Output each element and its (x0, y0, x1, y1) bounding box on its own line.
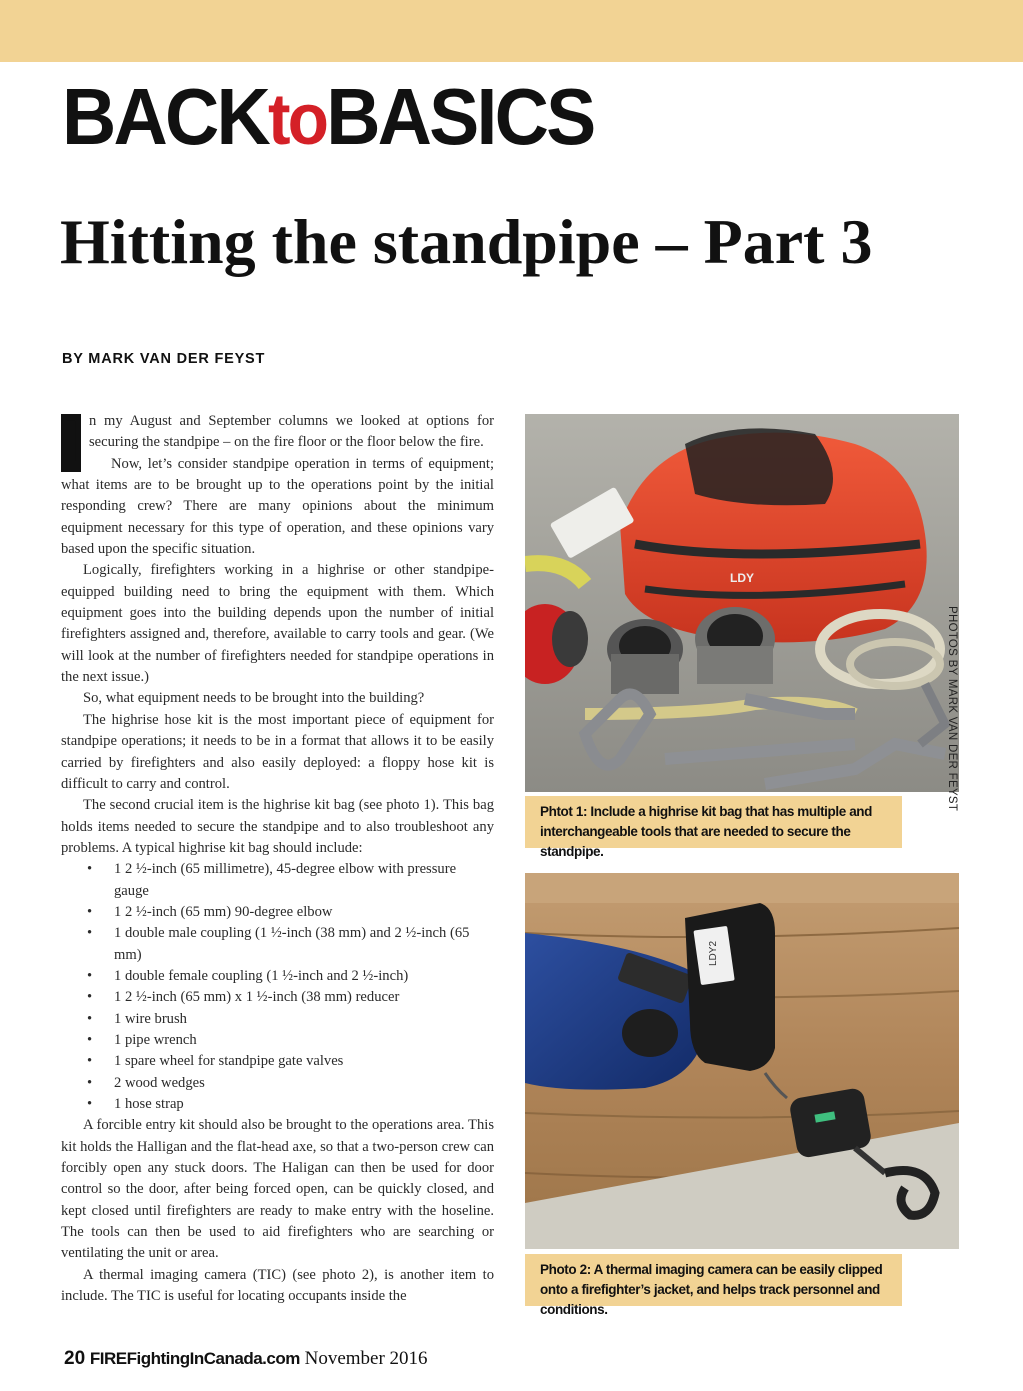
list-item: • 1 double female coupling (1 ½-inch and 2 ½-inch) (61, 966, 494, 987)
bag-tag-text: LDY (730, 571, 754, 585)
logo-back: BACK (62, 72, 268, 161)
photo-thermal-camera (525, 873, 959, 1249)
page-number: 20 (64, 1348, 86, 1369)
camera-label-text: LDY2 (708, 940, 719, 966)
list-item: • 1 double male coupling (1 ½-inch (38 mm) and 2 ½-inch (65 mm) (61, 923, 494, 966)
paragraph: Logically, firefighters working in a highrise or other standpipe-equipped building need to bring the equipment with them. Which equipment goes into the building depends upon the number of initial firefighters assigned and, therefore, available to carry tools and gear. (We will look at the number of firefighters needed for standpipe operations in the next issue.) (61, 562, 494, 686)
paragraph: A thermal imaging camera (TIC) (see photo 2), is another item to include. The TIC is useful for locating occupants inside the (61, 1266, 494, 1305)
section-logo (62, 74, 593, 160)
paragraph: The highrise hose kit is the most important piece of equipment for standpipe operations; it needs to be in a format that allows it to be easily carried by firefighters and also easily deployed: a floppy hose kit is difficult to carry and control. (61, 711, 494, 792)
logo-to: to (267, 80, 327, 160)
header-band (0, 0, 1023, 62)
paragraph: So, what equipment needs to be brought into the building? (83, 690, 425, 707)
list-item: • 1 pipe wrench (61, 1030, 494, 1051)
list-item: • 1 hose strap (61, 1094, 494, 1115)
list-item: • 1 spare wheel for standpipe gate valves (61, 1051, 494, 1072)
paragraph: n my August and September columns we looked at options for securing the standpipe – on the fire floor or the floor below the fire. (89, 413, 494, 451)
photo-caption-1: Phtot 1: Include a highrise kit bag that has multiple and interchangeable tools that are needed to secure the standpipe. (525, 796, 902, 848)
photo-credit: PHOTOS BY MARK VAN DER FEYST (946, 606, 958, 812)
article-body (61, 411, 494, 1307)
camera-head (685, 903, 775, 1071)
bag-opening (685, 428, 833, 505)
kit-list (61, 859, 494, 1115)
list-item: • 2 wood wedges (61, 1073, 494, 1094)
paragraph: A forcible entry kit should also be brought to the operations area. This kit holds the Halligan and the flat-head axe, so that a two-person crew can forcibly open any stuck doors. The Haligan can then be used for door control so the door, after being forced open, can be quickly closed, and kept closed until firefighters are ready to make entry with the hoseline. The tools can then be used to aid firefighters who are searching or ventilating the unit or area. (61, 1117, 494, 1262)
list-item: • 1 2 ½-inch (65 mm) 90-degree elbow (61, 902, 494, 923)
list-item: • 1 wire brush (61, 1009, 494, 1030)
logo-basics: BASICS (326, 72, 594, 161)
issue-date: November 2016 (304, 1348, 428, 1369)
paragraph: Now, let’s consider standpipe operation in terms of equipment; what items are to be brought up to the operations point by the initial responding crew? There are many opinions about the minimum equipment necessary for this type of operation, and these opinions vary based upon the specific situation. (61, 455, 494, 558)
photo-caption-2: Photo 2: A thermal imaging camera can be easily clipped onto a firefighter’s jacket, and helps track personnel and conditions. (525, 1254, 902, 1306)
byline: BY MARK VAN DER FEYST (62, 351, 266, 367)
article-headline: Hitting the standpipe – Part 3 (60, 206, 873, 277)
camera-button (622, 1009, 678, 1057)
photo-highrise-kit-bag (525, 414, 959, 812)
drop-cap: I (62, 409, 80, 474)
site-name: FIREFightingInCanada.com (89, 1349, 300, 1368)
thermal-camera-illustration (525, 873, 959, 1249)
retractor-clip (788, 1087, 872, 1159)
page-footer (64, 1348, 428, 1370)
kit-bag-illustration (525, 414, 959, 812)
list-item: • 1 2 ½-inch (65 millimetre), 45-degree elbow with pressure gauge (61, 859, 494, 902)
paragraph: The second crucial item is the highrise kit bag (see photo 1). This bag holds items needed to secure the standpipe and to also troubleshoot any problems. A typical highrise kit bag should include: (61, 797, 494, 856)
list-item: • 1 2 ½-inch (65 mm) x 1 ½-inch (38 mm) reducer (61, 987, 494, 1008)
